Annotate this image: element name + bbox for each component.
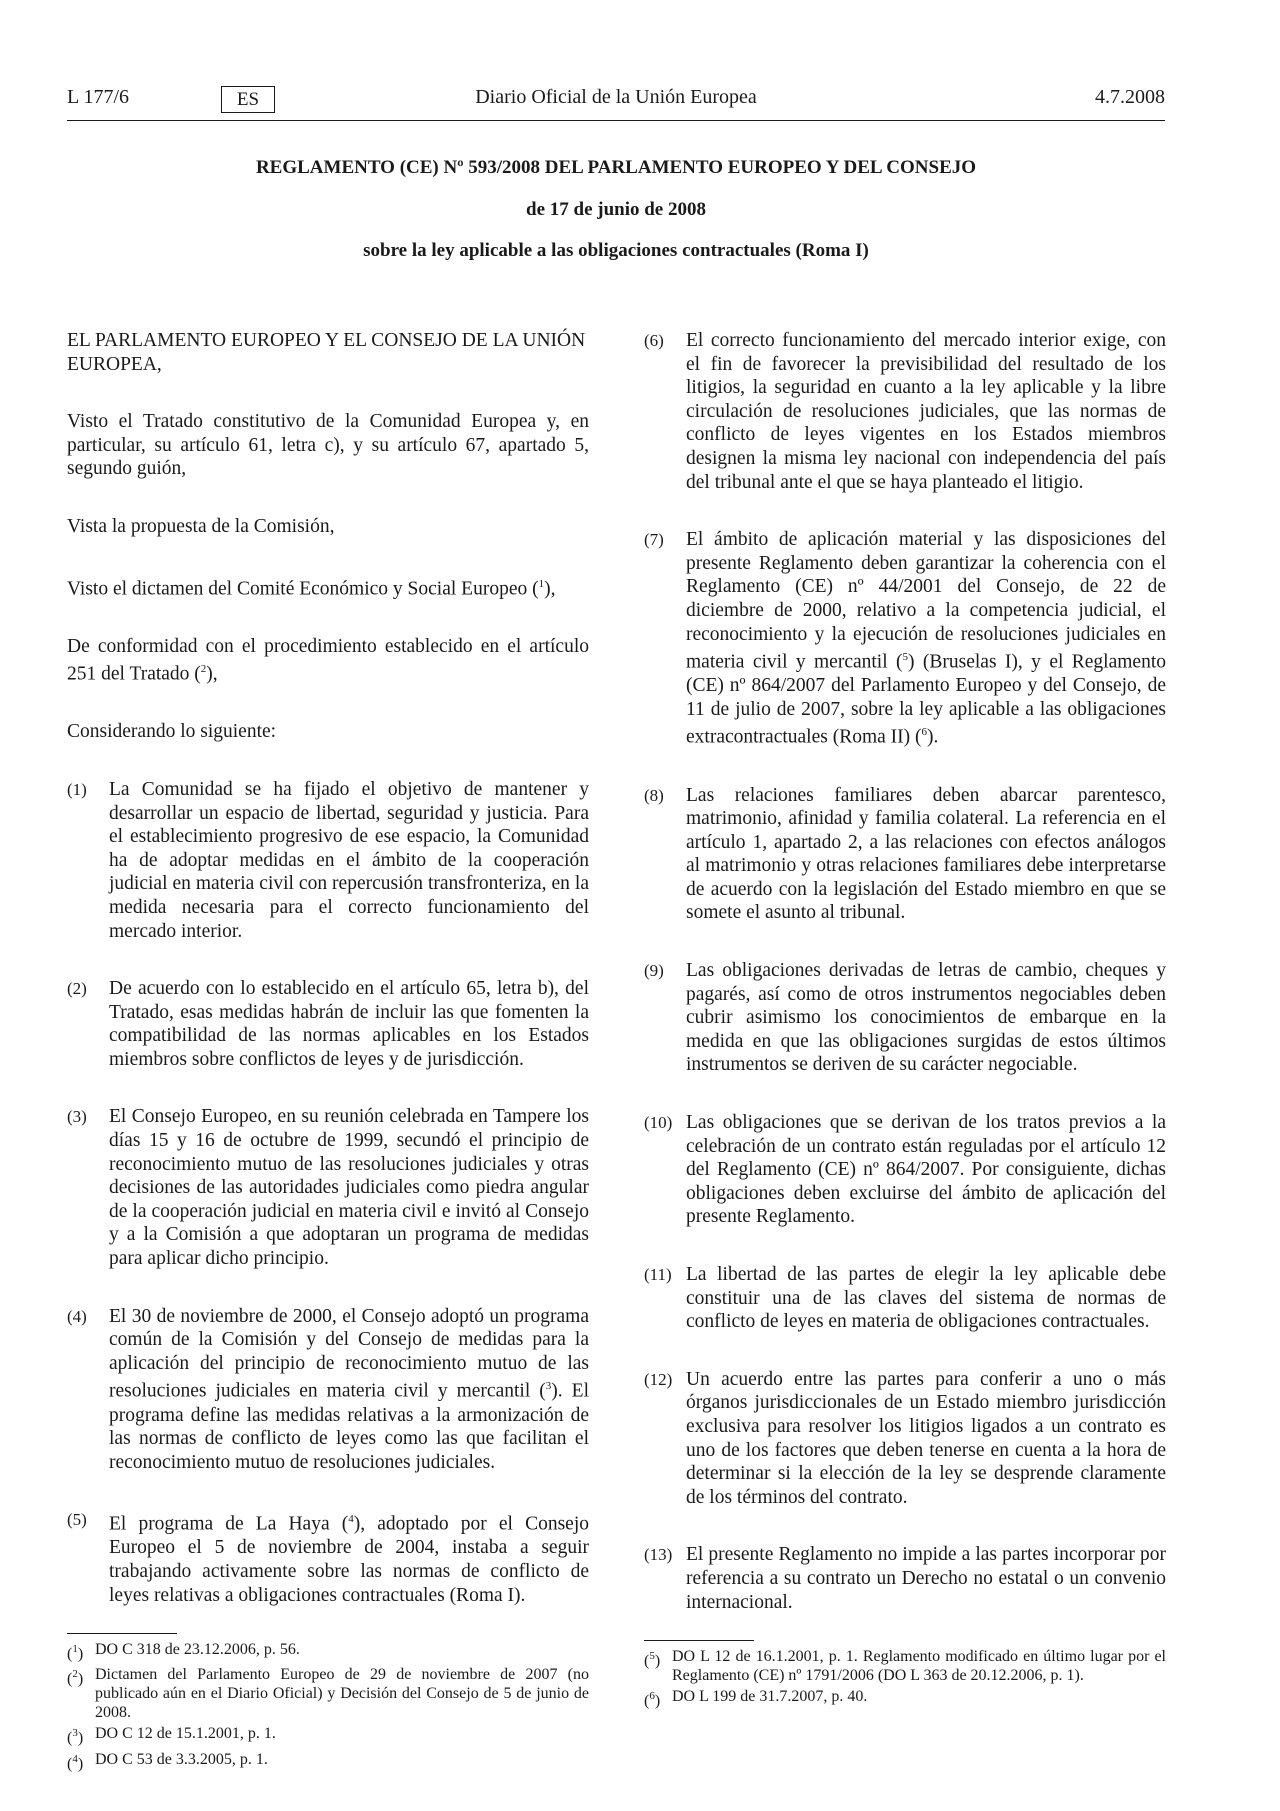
preamble-opinion: Visto el dictamen del Comité Económico y Social Europeo ($^1$), [67, 577, 556, 600]
footnote-divider [644, 1640, 754, 1641]
recital-8 [644, 784, 1166, 926]
recital-number: (8) [644, 785, 664, 805]
footnote-ref: 2 [200, 663, 207, 676]
recital-number: (3) [67, 1107, 87, 1127]
recital-1 [67, 778, 589, 943]
footnote-ref: 6 [921, 726, 928, 739]
language-badge: ES [221, 86, 275, 113]
recital-number: (10) [644, 1113, 673, 1133]
publication-date: 4.7.2008 [1095, 86, 1165, 108]
regulation-subject: sobre la ley aplicable a las obligaciones contractuales (Roma I) [363, 240, 869, 261]
footnote-6: ($^6$) DO L 199 de 31.7.2007, p. 40. [644, 1688, 868, 1710]
recital-number: (4) [67, 1306, 87, 1326]
preamble-treaty: Visto el Tratado constitutivo de la Comunidad Europea y, en particular, su artículo 61, letra c), y su artículo 67, apartado 5, segundo guión, [67, 411, 589, 480]
recital-number: (12) [644, 1369, 673, 1389]
preamble-institutions: EL PARLAMENTO EUROPEO Y EL CONSEJO DE LA UNIÓN EUROPEA, [67, 330, 586, 375]
preamble-procedure: De conformidad con el procedimiento establecido en el artículo 251 del Tratado ($^2$), [67, 635, 589, 685]
footnote-ref: 5 [902, 651, 909, 664]
page-header [67, 86, 1165, 116]
recital-13 [644, 1543, 1166, 1614]
journal-name: Diario Oficial de la Unión Europea [475, 86, 757, 108]
recital-10 [644, 1111, 1166, 1229]
recital-number: (9) [644, 961, 664, 981]
regulation-date: de 17 de junio de 2008 [526, 199, 706, 220]
recital-text: De acuerdo con lo establecido en el artículo 65, letra b), del Tratado, esas medidas habrán de incluir las que fomenten la compatibilidad de las normas aplicables en los Estados miembros sobre conflictos de leyes y de jurisdicción. [109, 978, 589, 1070]
recital-number: (6) [644, 331, 664, 350]
recital-11 [644, 1263, 1166, 1334]
footnote-3: ($^3$) DO C 12 de 15.1.2001, p. 1. [67, 1725, 276, 1747]
footnote-5: ($^5$) DO L 12 de 16.1.2001, p. 1. Reglamento modificado en último lugar por el Reglamento (CE) nº 1791/2006 (DO L 363 de 20.12.2006, p. 1). [644, 1648, 1166, 1685]
footnote-ref: 4 [348, 1513, 354, 1526]
recital-text: La Comunidad se ha fijado el objetivo de mantener y desarrollar un espacio de libertad, seguridad y justicia. Para el establecimiento progresivo de ese espacio, la Comunidad ha de adoptar medidas en el ámbito de la cooperación judicial en materia civil con repercusión transfronteriza, en la medida necesaria para el correcto funcionamiento del mercado interior. [109, 778, 589, 942]
recital-text: El presente Reglamento no impide a las partes incorporar por referencia a su contrato un Derecho no estatal o un convenio internacional. [686, 1544, 1166, 1613]
footnote-ref: 3 [545, 1380, 552, 1393]
recital-text: El 30 de noviembre de 2000, el Consejo adoptó un programa común de la Comisión y del Consejo de medidas para la aplicación del principio de reconocimiento mutuo de las resoluciones judiciales en materia civil y mercantil ($^3$). El programa define las medidas relativas a la armonización de las normas de conflicto de leyes como las que facilitan el reconocimiento mutuo de resoluciones judiciales. [109, 1305, 589, 1473]
recital-number: (5) [67, 1510, 87, 1530]
recital-text: Un acuerdo entre las partes para conferir a uno o más órganos jurisdiccionales de un Estado miembro jurisdicción exclusiva para resolver los litigios ligados a un contrato es uno de los factores que deben tenerse en cuenta a la hora de determinar si la elección de la ley se desprende claramente de los términos del contrato. [686, 1368, 1166, 1508]
recital-7 [644, 528, 1166, 749]
recital-12 [644, 1368, 1166, 1510]
recital-text: El correcto funcionamiento del mercado interior exige, con el fin de favorecer la previsibilidad del resultado de los litigios, la seguridad en cuanto a la ley aplicable y la libre circulación de resoluciones judiciales, que las normas de conflicto de leyes vigentes en los Estados miembros designen la misma ley nacional con independencia del país del tribunal ante el que se haya planteado el litigio. [686, 330, 1166, 493]
recital-4 [67, 1305, 589, 1475]
recital-number: (7) [644, 530, 664, 550]
recital-text: El Consejo Europeo, en su reunión celebrada en Tampere los días 15 y 16 de octubre de 1999, secundó el principio de reconocimiento mutuo de las resoluciones judiciales y otras decisiones de las autoridades judiciales como piedra angular de la cooperación judicial en materia civil e invitó al Consejo y a la Comisión a que adoptaran un programa de medidas para aplicar dicho principio. [109, 1106, 589, 1270]
preamble-whereas: Considerando lo siguiente: [67, 721, 277, 743]
left-column [67, 329, 589, 1775]
recital-3 [67, 1105, 589, 1270]
recital-number: (11) [644, 1265, 672, 1284]
footnote-4: ($^4$) DO C 53 de 3.3.2005, p. 1. [67, 1750, 268, 1773]
recital-5 [67, 1508, 589, 1607]
recital-text: La libertad de las partes de elegir la ley aplicable debe constituir una de las claves del sistema de normas de conflicto de leyes en materia de obligaciones contractuales. [686, 1264, 1166, 1333]
recital-9 [644, 959, 1166, 1077]
recital-number: (13) [644, 1545, 673, 1565]
footnote-1: ($^1$) DO C 318 de 23.12.2006, p. 56. [67, 1641, 300, 1663]
recital-text: El ámbito de aplicación material y las disposiciones del presente Reglamento deben garantizar la coherencia con el Reglamento (CE) nº 44/2001 del Consejo, de 22 de diciembre de 2000, relativo a la competencia judicial, el reconocimiento y la ejecución de resoluciones judiciales en materia civil y mercantil ($^5$) (Bruselas I), y el Reglamento (CE) nº 864/2007 del Parlamento Europeo y del Consejo, de 11 de julio de 2007, sobre la ley aplicable a las obligaciones extracontractuales (Roma II) ($^6$). [686, 529, 1166, 748]
recital-2 [67, 977, 589, 1071]
footnote-2: ($^2$) Dictamen del Parlamento Europeo de 29 de noviembre de 2007 (no publicado aún en el Diario Oficial) y Decisión del Consejo de 5 de junio de 2008. [67, 1666, 589, 1722]
recital-text: El programa de La Haya ($^4$), adoptado por el Consejo Europeo el 5 de noviembre de 2004, instaba a seguir trabajando activamente sobre las normas de conflicto de leyes relativas a obligaciones contractuales (Roma I). [109, 1513, 589, 1606]
header-divider [67, 120, 1165, 121]
preamble-proposal: Vista la propuesta de la Comisión, [67, 515, 335, 537]
page-reference: L 177/6 [67, 86, 130, 108]
recital-text: Las obligaciones derivadas de letras de cambio, cheques y pagarés, así como de otros instrumentos negociables deben cubrir asimismo los conocimientos de embarque en la medida en que las obligaciones surgidas de estos últimos instrumentos se deriven de su carácter negociable. [686, 960, 1166, 1076]
recital-text: Las obligaciones que se derivan de los tratos previos a la celebración de un contrato están reguladas por el artículo 12 del Reglamento (CE) nº 864/2007. Por consiguiente, dichas obligaciones deben excluirse del ámbito de aplicación del presente Reglamento. [686, 1112, 1166, 1228]
footnote-ref: 1 [538, 577, 545, 590]
recital-6 [644, 329, 1166, 494]
recital-text: Las relaciones familiares deben abarcar parentesco, matrimonio, afinidad y familia colateral. La referencia en el artículo 1, apartado 2, a las relaciones con efectos análogos al matrimonio y otras relaciones familiares debe interpretarse de acuerdo con la legislación del Estado miembro en que se somete el asunto al tribunal. [686, 784, 1166, 924]
recital-number: (2) [67, 979, 87, 999]
right-column [644, 329, 1166, 1712]
regulation-title: REGLAMENTO (CE) Nº 593/2008 DEL PARLAMENTO EUROPEO Y DEL CONSEJO [255, 157, 977, 178]
recital-number: (1) [67, 779, 87, 799]
footnote-divider [67, 1633, 177, 1634]
